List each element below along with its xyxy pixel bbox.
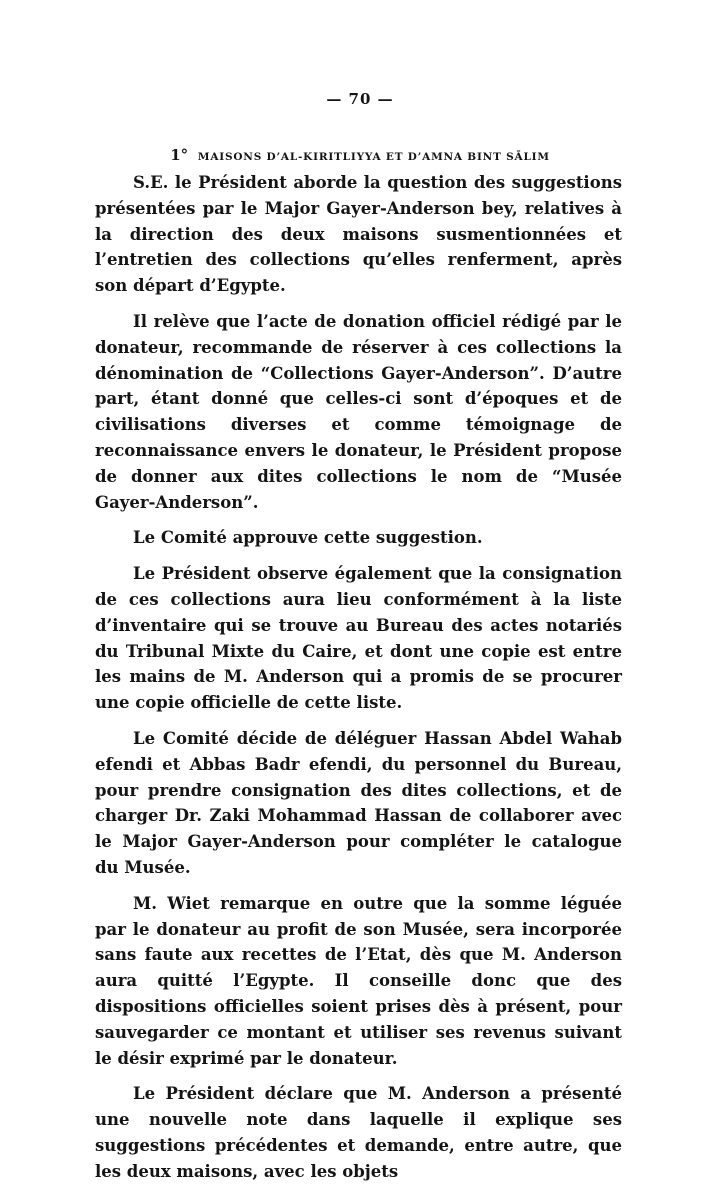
paragraph: Le Comité décide de déléguer Hassan Abdel Wahab efendi et Abbas Badr efendi, du personnel du Bureau, pour prendre consignation des dites collections, et de charger Dr. Zaki Mohammad Hassan de collaborer avec le Major Gayer-Anderson pour compléter le catalogue du Musée. [95,728,622,877]
body-text [95,170,622,1194]
section-heading [95,146,625,164]
paragraph: S.E. le Président aborde la question des suggestions présentées par le Major Gayer-Anderson bey, relatives à la direction des deux maisons susmentionnées et l’entretien des collections qu’elles renferment, après son départ d’Egypte. [95,173,622,296]
section-title: MAISONS D’AL-KIRITLIYYA ET D’AMNA BINT SĀLIM [197,151,550,163]
paragraph: M. Wiet remarque en outre que la somme léguée par le donateur au profit de son Musée, sera incorporée sans faute aux recettes de l’Etat, dès que M. Anderson aura quitté l’Egypte. Il conseille donc que des dispositions officielles soient prises dès à présent, pour sauvegarder ce montant et utiliser ses revenus suivant le désir exprimé par le donateur. [95,893,622,1068]
paragraph: Il relève que l’acte de donation officiel rédigé par le donateur, recommande de réserver à ces collections la dénomination de “Collections Gayer-Anderson”. D’autre part, étant donné que celles-ci sont d’époques et de civilisations diverses et comme témoignage de reconnaissance envers le donateur, le Président propose de donner aux dites collections le nom de “Musée Gayer-Anderson”. [95,311,622,512]
page-number: — 70 — [326,90,394,108]
paragraph: Le Président déclare que M. Anderson a présenté une nouvelle note dans laquelle il explique ses suggestions précédentes et demande, entre autre, que les deux maisons, avec les objets [95,1084,622,1181]
paragraph: Le Comité approuve cette suggestion. [133,528,483,548]
section-number: 1° [170,146,189,164]
paragraph: Le Président observe également que la consignation de ces collections aura lieu conformément à la liste d’inventaire qui se trouve au Bureau des actes notariés du Tribunal Mixte du Caire, et dont une copie est entre les mains de M. Anderson qui a promis de se procurer une copie officielle de cette liste. [95,564,622,713]
